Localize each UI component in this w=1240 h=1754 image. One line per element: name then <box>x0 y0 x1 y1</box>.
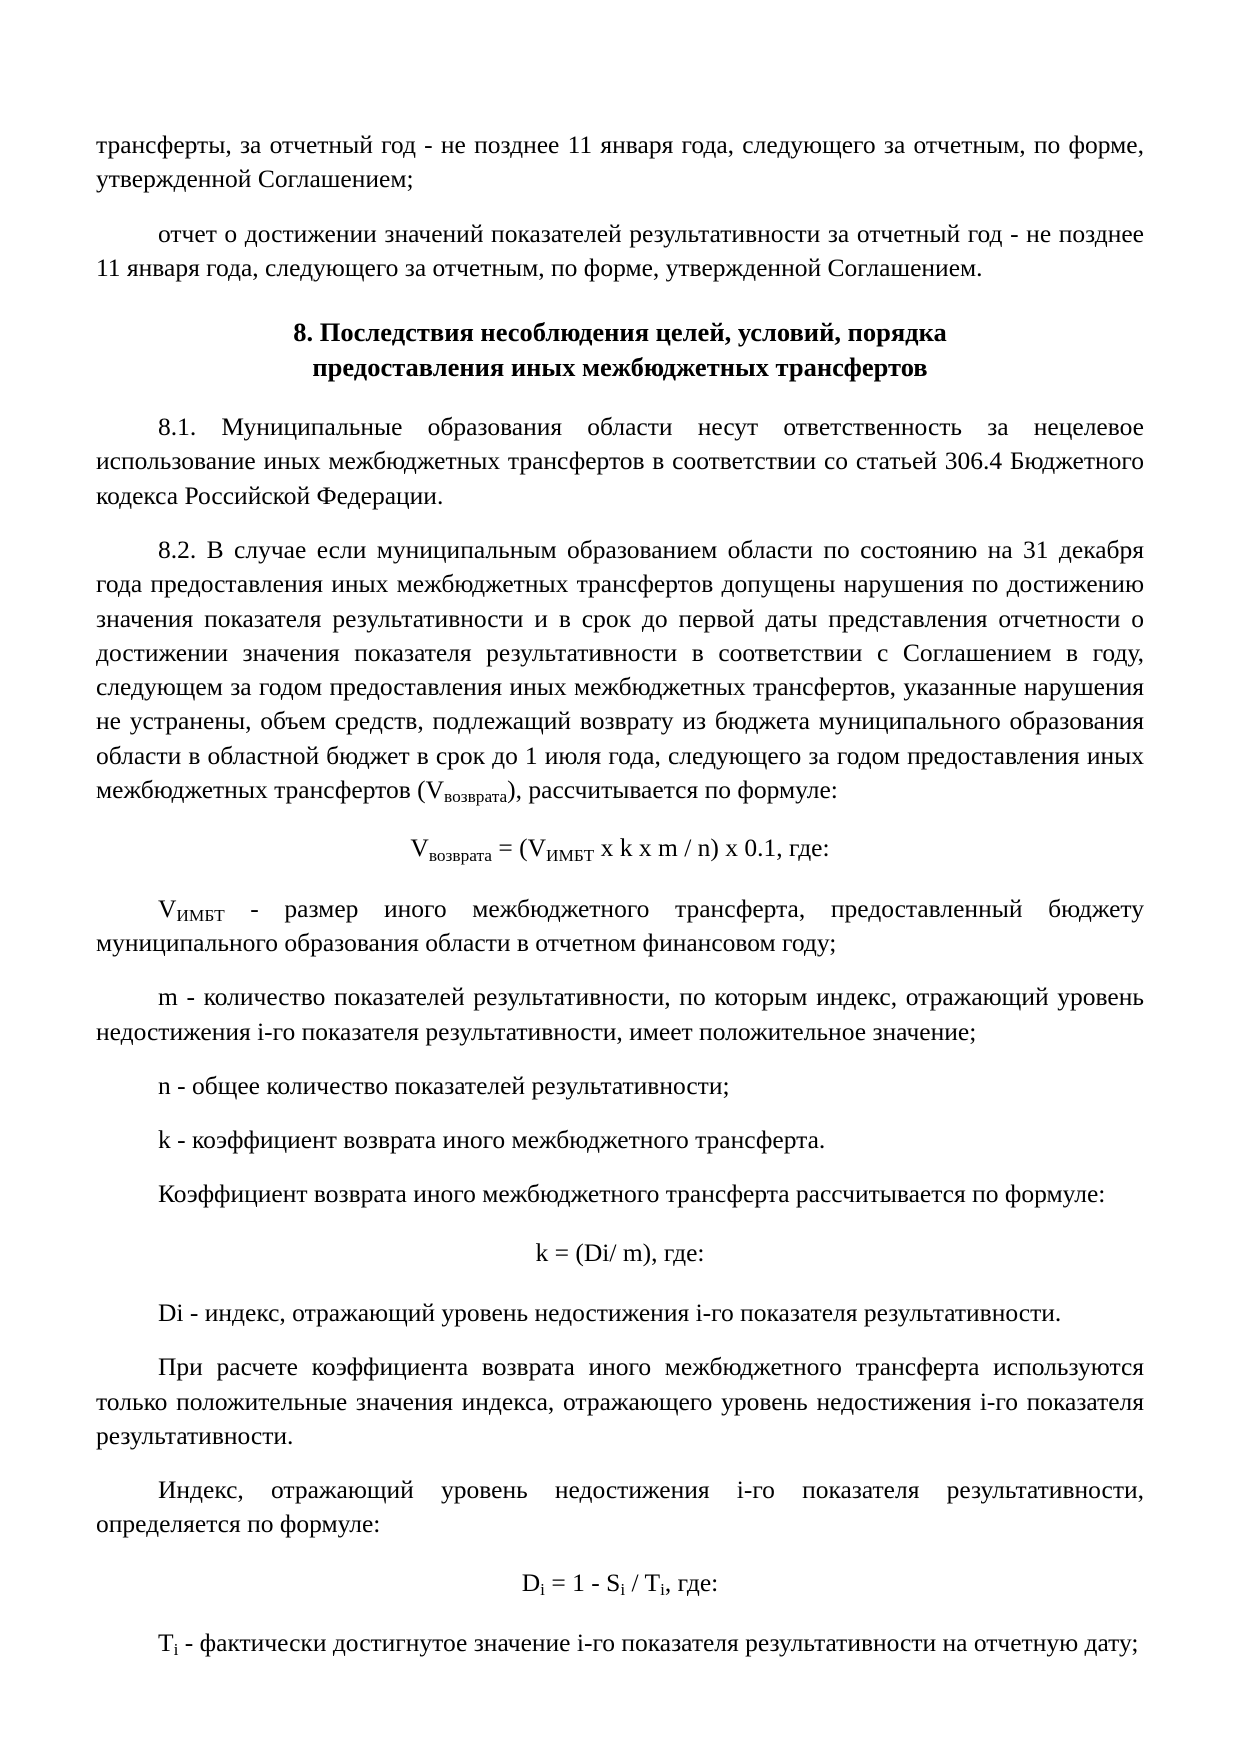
definition-m: m - количество показателей результативности, по которым индекс, отражающий уровень недостижения i-го показателя результативности, имеет положительное значение; <box>96 982 1144 1046</box>
formula-v-vozvrata <box>96 831 1144 865</box>
definition-n: n - общее количество показателей результативности; <box>158 1070 730 1100</box>
formula-di-s-subscript: i <box>620 1580 626 1600</box>
definition-k: k - коэффициент возврата иного межбюджетного трансферта. <box>158 1125 826 1155</box>
formula-di <box>96 1566 1144 1600</box>
definition-vimbt <box>96 892 1144 961</box>
formula-di-tail: , где: <box>664 1567 719 1597</box>
paragraph-8-1: 8.1. Муниципальные образования области несут ответственность за нецелевое использование иных межбюджетных трансфертов в соответствии со статьей 306.4 Бюджетного кодекса Российской Федерации. <box>96 412 1144 510</box>
formula-v-lhs-variable: V <box>410 833 429 863</box>
section-heading-line-1: 8. Последствия несоблюдения целей, условий, порядка <box>293 317 947 348</box>
definition-ti-variable: T <box>158 1628 174 1658</box>
formula-di-d-variable: D <box>521 1567 541 1597</box>
paragraph-8-2 <box>96 533 1144 807</box>
definition-vimbt-text: - размер иного межбюджетного трансферта, предоставленный бюджету муниципального образования области в отчетном финансовом году; <box>96 893 1144 957</box>
definition-vimbt-variable: V <box>158 893 177 923</box>
paragraph-8-2-text-part-2: ), рассчитывается по формуле: <box>507 775 838 805</box>
definition-ti <box>96 1626 1144 1660</box>
definition-ti-subscript: i <box>173 1640 179 1660</box>
paragraph-positive-values: При расчете коэффициента возврата иного межбюджетного трансферта используются только положительные значения индекса, отражающего уровень недостижения i-го показателя результативности. <box>96 1352 1144 1450</box>
definition-vimbt-subscript: ИМБТ <box>176 905 225 925</box>
formula-v-rhs: x k x m / n) x 0.1, где: <box>594 833 830 863</box>
paragraph-k-formula-intro: Коэффициент возврата иного межбюджетного трансферта рассчитывается по формуле: <box>158 1179 1106 1209</box>
formula-di-t-subscript: i <box>660 1580 665 1600</box>
formula-di-d-subscript: i <box>540 1580 545 1600</box>
definition-ti-text: - фактически достигнутое значение i-го показателя результативности на отчетную дату; <box>178 1628 1139 1658</box>
subscript-vozvrata: возврата <box>444 787 508 807</box>
formula-v-lhs-subscript: возврата <box>428 845 492 865</box>
section-heading-line-2: предоставления иных межбюджетных трансфертов <box>312 351 928 382</box>
paragraph-transfers-continued: трансферты, за отчетный год - не позднее 11 января года, следующего за отчетным, по форме, утвержденной Соглашением; <box>96 130 1144 194</box>
definition-di: Di - индекс, отражающий уровень недостижения i-го показателя результативности. <box>158 1298 1062 1327</box>
formula-di-slash: / T <box>625 1567 661 1597</box>
formula-v-mid-subscript: ИМБТ <box>546 845 595 865</box>
formula-di-equals: = 1 - S <box>545 1567 621 1597</box>
formula-k: k = (Di/ m), где: <box>535 1237 705 1267</box>
paragraph-8-2-text-part-1: 8.2. В случае если муниципальным образованием области по состоянию на 31 декабря года предоставления иных межбюджетных трансфертов допущены нарушения по достижению значения показателя результативности и в срок до первой даты представления отчетности о достижении значения показателя результативности в соответствии с Соглашением в году, следующем за годом предоставления иных межбюджетных трансфертов, указанные нарушения не устранены, объем средств, подлежащий возврату из бюджета муниципального образования области в областной бюджет в срок до 1 июля года, следующего за годом предоставления иных межбюджетных трансфертов (V <box>96 534 1144 805</box>
document-body <box>96 128 1144 1660</box>
section-heading <box>96 315 1144 384</box>
paragraph-index-formula-intro: Индекс, отражающий уровень недостижения i-го показателя результативности, определяется по формуле: <box>96 1475 1144 1539</box>
paragraph-report-achievement: отчет о достижении значений показателей результативности за отчетный год - не позднее 11 января года, следующего за отчетным, по форме, утвержденной Соглашением. <box>96 218 1144 282</box>
formula-v-middle: = (V <box>491 833 546 863</box>
